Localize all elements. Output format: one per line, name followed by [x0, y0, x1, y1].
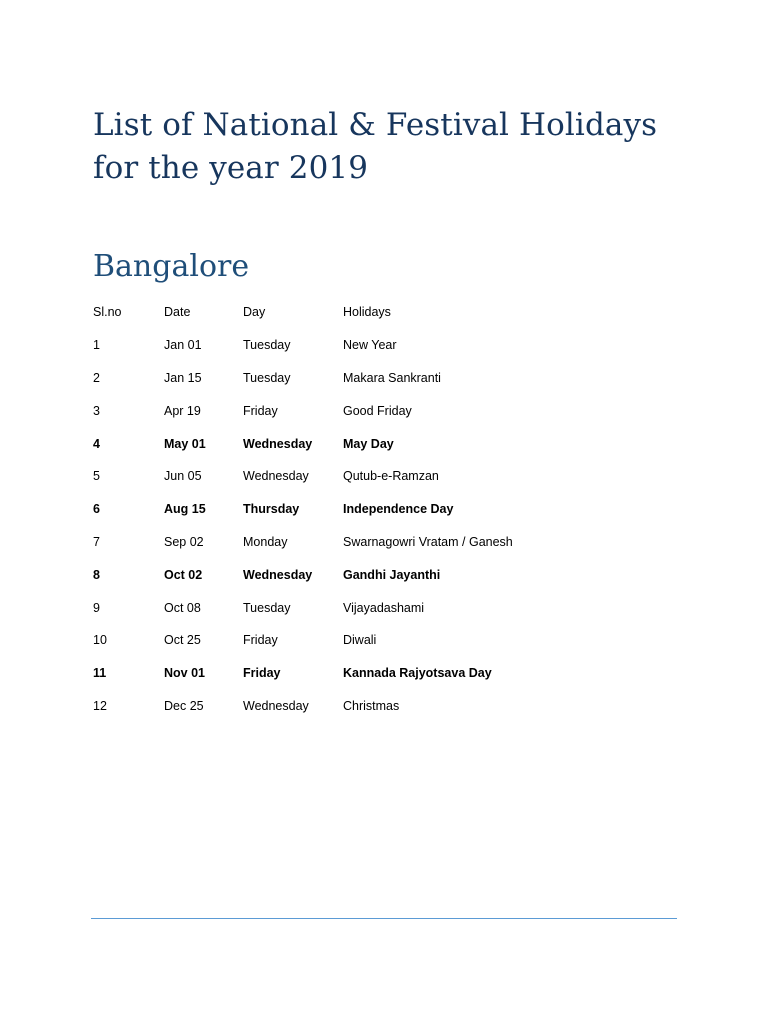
footer-divider: [91, 918, 677, 919]
cell-day: Wednesday: [243, 436, 313, 451]
cell-date: Sep 02: [164, 534, 204, 549]
cell-day: Friday: [243, 633, 278, 648]
city-heading: Bangalore: [93, 249, 250, 284]
cell-date: Jan 15: [164, 370, 202, 385]
cell-holiday: Good Friday: [343, 403, 412, 418]
header-day: Day: [243, 305, 266, 320]
cell-holiday: May Day: [343, 436, 394, 451]
cell-day: Wednesday: [243, 567, 313, 582]
table-row: [93, 460, 613, 493]
table-row: [93, 526, 613, 559]
table-row: [93, 493, 613, 526]
cell-slno: 9: [93, 600, 100, 615]
cell-slno: 12: [93, 698, 107, 713]
cell-slno: 5: [93, 469, 100, 484]
cell-date: Aug 15: [164, 502, 206, 517]
table-header-row: [93, 296, 613, 329]
cell-slno: 11: [93, 666, 107, 681]
table-row: [93, 690, 613, 723]
cell-date: Oct 08: [164, 600, 201, 615]
cell-holiday: Makara Sankranti: [343, 370, 441, 385]
cell-date: Oct 25: [164, 633, 201, 648]
cell-slno: 8: [93, 567, 100, 582]
cell-day: Tuesday: [243, 338, 291, 353]
header-date: Date: [164, 305, 191, 320]
cell-slno: 6: [93, 502, 100, 517]
cell-date: Jan 01: [164, 338, 202, 353]
cell-slno: 10: [93, 633, 107, 648]
table-row: [93, 624, 613, 657]
cell-day: Tuesday: [243, 370, 291, 385]
cell-date: May 01: [164, 436, 206, 451]
cell-slno: 3: [93, 403, 100, 418]
holiday-rows: [93, 329, 613, 723]
table-row: [93, 394, 613, 427]
cell-holiday: Gandhi Jayanthi: [343, 567, 441, 582]
table-row: [93, 558, 613, 591]
document-title: List of National & Festival Holidays for the year 2019: [93, 107, 658, 186]
table-row: [93, 329, 613, 362]
cell-holiday: Christmas: [343, 698, 400, 713]
cell-day: Thursday: [243, 502, 300, 517]
cell-date: Oct 02: [164, 567, 203, 582]
cell-slno: 4: [93, 436, 100, 451]
cell-holiday: Qutub-e-Ramzan: [343, 469, 439, 484]
header-holiday: Holidays: [343, 305, 391, 320]
cell-date: Nov 01: [164, 666, 205, 681]
cell-day: Friday: [243, 666, 281, 681]
cell-date: Jun 05: [164, 469, 202, 484]
cell-holiday: Kannada Rajyotsava Day: [343, 666, 492, 681]
cell-slno: 7: [93, 534, 100, 549]
cell-holiday: New Year: [343, 338, 397, 353]
cell-date: Apr 19: [164, 403, 201, 418]
cell-holiday: Swarnagowri Vratam / Ganesh: [343, 534, 513, 549]
cell-holiday: Diwali: [343, 633, 377, 648]
cell-day: Wednesday: [243, 698, 309, 713]
header-slno: Sl.no: [93, 305, 122, 320]
table-row: [93, 657, 613, 690]
table-row: [93, 591, 613, 624]
cell-slno: 1: [93, 338, 100, 353]
cell-date: Dec 25: [164, 698, 204, 713]
cell-holiday: Independence Day: [343, 502, 454, 517]
cell-day: Monday: [243, 534, 288, 549]
cell-day: Wednesday: [243, 469, 309, 484]
cell-day: Friday: [243, 403, 278, 418]
cell-day: Tuesday: [243, 600, 291, 615]
cell-holiday: Vijayadashami: [343, 600, 425, 615]
table-row: [93, 362, 613, 395]
holiday-table: [93, 296, 613, 722]
table-row: [93, 427, 613, 460]
cell-slno: 2: [93, 370, 100, 385]
